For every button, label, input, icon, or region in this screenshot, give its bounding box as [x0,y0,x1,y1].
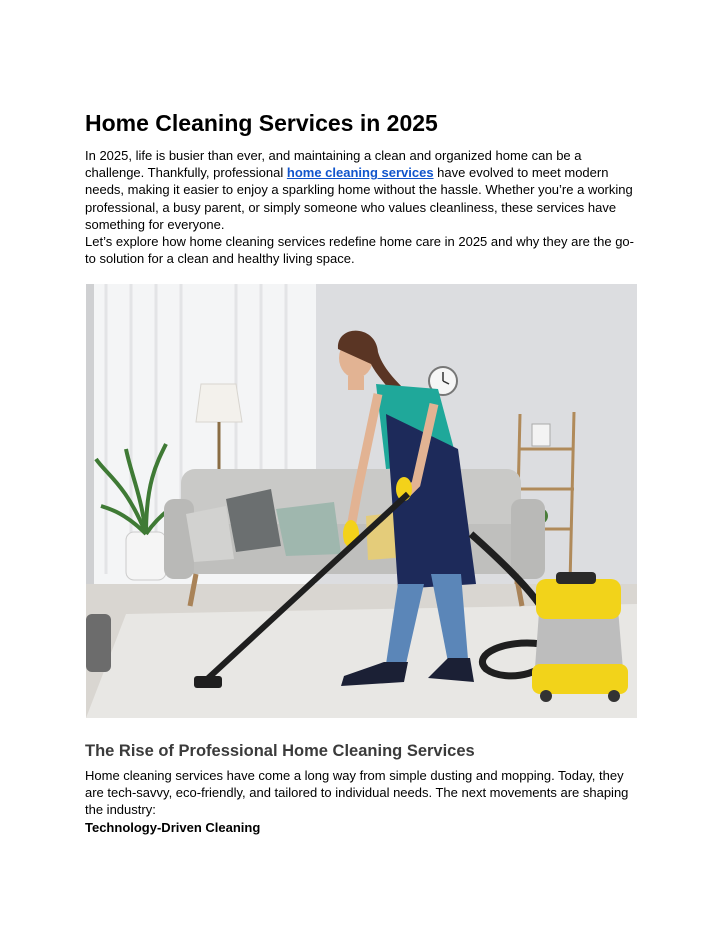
section-body: Home cleaning services have come a long way from simple dusting and mopping. Today, they are tech-savvy, eco-friendly, and tailored to individual needs. The next movements are shaping the industry: [85,768,629,818]
subheading-technology: Technology-Driven Cleaning [85,820,261,835]
section-heading: The Rise of Professional Home Cleaning Services [85,742,475,760]
article-intro [85,108,637,267]
intro-text-after: have evolved to meet modern needs, making it easier to enjoy a sparkling home without the hassle. Whether you’re a working professional, a busy parent, or simply someone who values cleanliness, these services have something for everyone. [85,165,633,232]
intro-paragraph-2: Let’s explore how home cleaning services redefine home care in 2025 and why they are the go-to solution for a clean and healthy living space. [85,234,634,267]
home-cleaning-services-link[interactable]: home cleaning services [286,165,434,181]
intro-paragraph [85,147,637,233]
cleaning-photo [86,284,637,718]
page-title: Home Cleaning Services in 2025 [85,110,438,136]
intro-text-before: In 2025, life is busier than ever, and maintaining a clean and organized home can be a challenge. Thankfully, professional [85,148,582,181]
